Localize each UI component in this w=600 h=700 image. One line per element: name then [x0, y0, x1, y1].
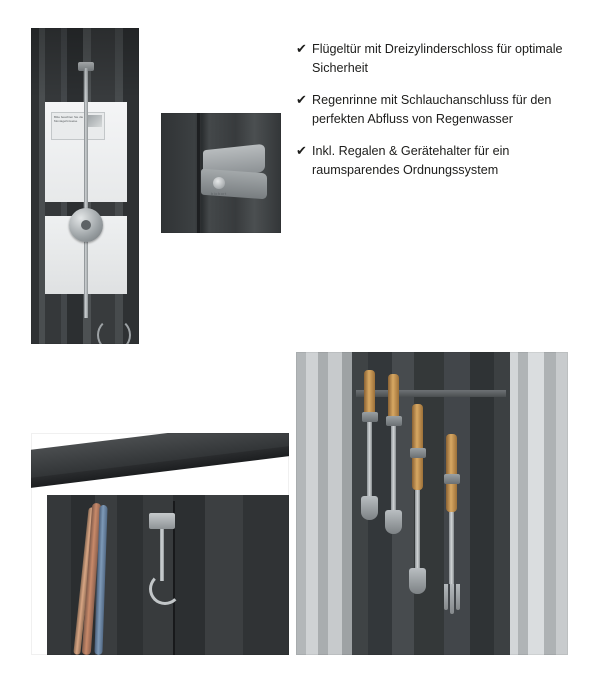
- roof-gutter-hose-holder-photo: [31, 433, 289, 655]
- feature-text: Inkl. Regalen & Gerätehalter für ein raumsparendes Ordnungssystem: [312, 144, 510, 177]
- shed-wall-left: [296, 352, 356, 655]
- check-icon: ✔: [296, 92, 307, 107]
- tool-clip: [410, 448, 426, 458]
- tool-clip: [444, 474, 460, 484]
- instruction-label-thumbnail: [86, 115, 102, 127]
- list-item: [296, 91, 566, 128]
- garden-tool-hand-fork: [446, 434, 460, 614]
- brand-text: biohort: [211, 191, 227, 196]
- tool-rail: [356, 390, 506, 397]
- tool-blade: [385, 510, 402, 534]
- tool-clip: [362, 412, 378, 422]
- tool-clip: [386, 416, 402, 426]
- door-handle-detail-photo: [161, 113, 281, 233]
- tool-shaft: [415, 490, 420, 568]
- feature-text: Regenrinne mit Schlauchanschluss für den perfekten Abfluss von Regenwasser: [312, 93, 552, 126]
- tool-shaft: [449, 512, 454, 584]
- list-item: [296, 40, 566, 77]
- rod-hook: [97, 318, 131, 344]
- garden-tool-spade-2: [388, 374, 402, 534]
- tool-wooden-handle: [412, 404, 423, 490]
- lock-rod: [84, 68, 88, 318]
- tool-shaft: [367, 416, 372, 496]
- check-icon: ✔: [296, 41, 307, 56]
- list-item: [296, 142, 566, 179]
- photo-shading-overlay: [31, 28, 139, 98]
- hose-holder-bracket: [149, 513, 175, 529]
- check-icon: ✔: [296, 143, 307, 158]
- tool-wooden-handle: [364, 370, 375, 416]
- hose-holder-hook: [149, 573, 181, 605]
- tool-blade: [361, 496, 378, 520]
- garden-tool-spade-1: [364, 370, 378, 520]
- instruction-label: [51, 112, 105, 140]
- garden-tool-trowel: [412, 404, 426, 594]
- tool-shaft: [391, 426, 396, 510]
- tool-wooden-handle: [446, 434, 457, 512]
- instruction-label-text: Bitte beachten Sie die Montagehinweise: [54, 115, 84, 123]
- lock-knob: [69, 208, 103, 242]
- fork-tine: [450, 584, 454, 614]
- tool-blade: [409, 568, 426, 594]
- cylinder-lock-icon: [213, 177, 225, 189]
- shed-wall-right: [506, 352, 568, 655]
- fork-tine: [444, 584, 448, 610]
- feature-text: Flügeltür mit Dreizylinderschloss für optimale Sicherheit: [312, 42, 563, 75]
- door-seam: [197, 113, 200, 233]
- tool-holder-rail-photo: [296, 352, 568, 655]
- door-lock-rod-detail-photo: [31, 28, 139, 344]
- fork-tine: [456, 584, 460, 610]
- feature-list: [296, 40, 566, 193]
